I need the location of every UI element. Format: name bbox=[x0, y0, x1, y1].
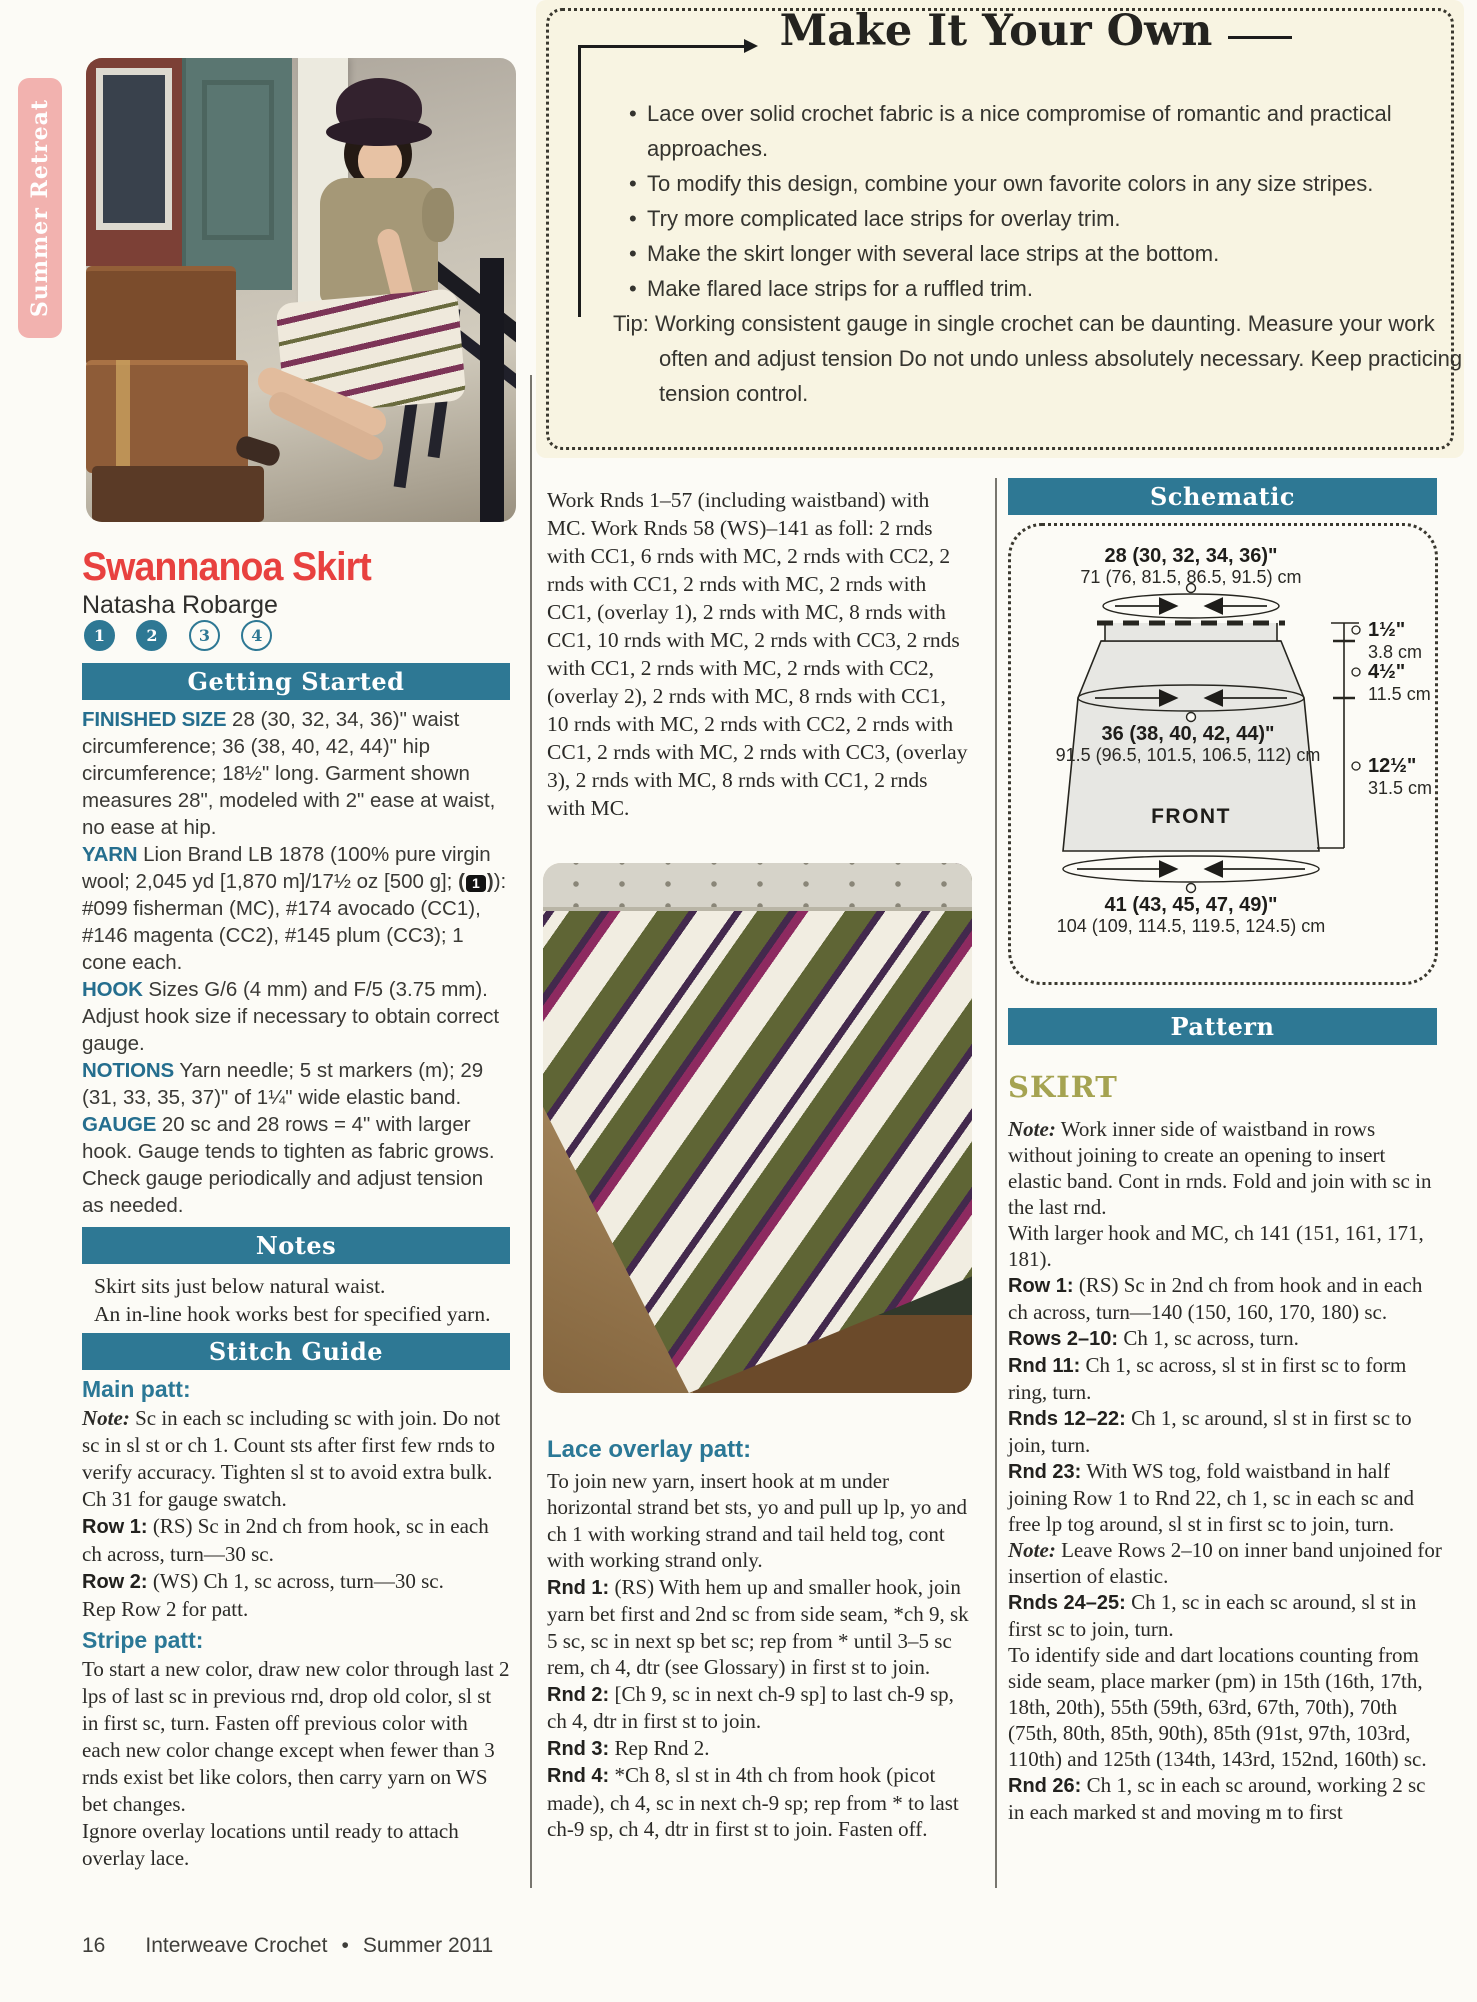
yarn-weight-1-icon: 1 bbox=[466, 875, 486, 892]
rnd-text: Rep Rnd 2. bbox=[614, 1735, 710, 1760]
pattern-rnd26 bbox=[1008, 1772, 1442, 1825]
tip-label: Tip: bbox=[613, 311, 649, 336]
detail-photo bbox=[543, 863, 972, 1393]
main-patt-heading: Main patt: bbox=[82, 1376, 191, 1402]
row-label: Row 1: bbox=[82, 1516, 148, 1538]
sg-row1 bbox=[82, 1513, 510, 1568]
rnd-label: Rnd 3: bbox=[547, 1737, 610, 1760]
rnd-text: (RS) With hem up and smaller hook, join yarn bet first and 2nd sc from side seam, *ch 9, sk 5 sc, sc in next sp bet sc; rep from * until 3–5 sc rem, ch 4, dtr (see Glossary) in first st to join. bbox=[547, 1574, 969, 1679]
page-footer bbox=[82, 1934, 493, 1958]
lace-overlay-section bbox=[547, 1437, 973, 1843]
note-lead: Note: bbox=[1008, 1538, 1056, 1562]
lace-rnd1 bbox=[547, 1574, 973, 1681]
pattern-section bbox=[1008, 1116, 1442, 1825]
pattern-rnds24-25 bbox=[1008, 1589, 1442, 1642]
skirt-heading: SKIRT bbox=[1008, 1070, 1118, 1104]
photo-newel-post bbox=[480, 258, 504, 522]
arrow-line-vertical bbox=[578, 45, 581, 317]
lace-intro: To join new yarn, insert hook at m under horizontal strand bet sts, yo and pull up lp, yo and ch 1 with working strand and tail held tog, cont with working strand only. bbox=[547, 1468, 967, 1572]
tips-list bbox=[629, 96, 1429, 306]
row-text: (RS) Sc in 2nd ch from hook and in each ch across, turn—140 (150, 160, 170, 180) sc. bbox=[1008, 1273, 1423, 1324]
stripe-paragraph-2: Ignore overlay locations until ready to attach overlay lace. bbox=[82, 1819, 459, 1870]
photo-suitcase-strap bbox=[116, 360, 130, 468]
pattern-rnd23 bbox=[1008, 1458, 1442, 1589]
schematic-header-label: Schematic bbox=[1150, 482, 1295, 511]
photo-suitcase-top bbox=[86, 266, 236, 367]
finished-size-text: 28 (30, 32, 34, 36)" waist circumference; 36 (38, 40, 42, 44)" hip circumference; 18½" long. Garment shown measures 28", modeled with 2" ease at waist, no ease at hip. bbox=[82, 708, 496, 839]
arrow-head-icon bbox=[744, 39, 758, 53]
arrow-line bbox=[578, 45, 746, 48]
hem-cm: 104 (109, 114.5, 119.5, 124.5) cm bbox=[1056, 916, 1326, 936]
rep-line: Rep Row 2 for patt. bbox=[82, 1597, 249, 1621]
photo-window bbox=[96, 68, 172, 230]
lace-rnd4 bbox=[547, 1762, 973, 1843]
row-text: (WS) Ch 1, sc across, turn—30 sc. bbox=[152, 1569, 444, 1593]
stitch-guide-header-label: Stitch Guide bbox=[208, 1337, 384, 1366]
yarn-weight-icon-close: ) bbox=[486, 870, 494, 893]
page-number: 16 bbox=[82, 1934, 106, 1957]
waist-cm: 71 (76, 81.5, 86.5, 91.5) cm bbox=[1080, 567, 1302, 587]
hook-entry bbox=[82, 976, 510, 1057]
yarn-label: YARN bbox=[82, 843, 138, 866]
make-it-your-own-title: Make It Your Own bbox=[779, 6, 1213, 56]
sg-row2 bbox=[82, 1568, 510, 1596]
notes-section bbox=[94, 1272, 506, 1328]
yoke-inches: 4½" bbox=[1368, 661, 1406, 683]
finished-size-entry bbox=[82, 706, 510, 841]
notions-label: NOTIONS bbox=[82, 1059, 174, 1082]
band-inches: 1½" bbox=[1368, 619, 1406, 641]
getting-started-header-label: Getting Started bbox=[187, 667, 405, 696]
foundation-chain-line: With larger hook and MC, ch 141 (151, 161, 171, 181). bbox=[1008, 1221, 1424, 1271]
make-it-your-own-box bbox=[536, 0, 1464, 458]
tip-paragraph bbox=[613, 306, 1475, 411]
gauge-label: GAUGE bbox=[82, 1113, 157, 1136]
column-divider-right bbox=[995, 478, 997, 1888]
note-text: Sc in each sc including sc with join. Do not sc in sl st or ch 1. Count sts after first few rnds to verify accuracy. Tighten sl st to avoid extra bulk. bbox=[82, 1406, 501, 1484]
column-divider-left bbox=[530, 375, 532, 1888]
yarn-text-before: Lion Brand LB 1878 (100% pure virgin wool; 2,045 yd [1,870 m]/17½ oz [500 g]; bbox=[82, 843, 491, 893]
yoke-cm: 11.5 cm bbox=[1368, 684, 1431, 704]
row-label: Row 1: bbox=[1008, 1275, 1074, 1297]
tip-item: • Lace over solid crochet fabric is a nice compromise of romantic and practical approaches. bbox=[629, 96, 1429, 166]
yarn-weight-icon: ( bbox=[458, 870, 465, 893]
yarn-text-after: ): #099 fisherman (MC), #174 avocado (CC1), #146 magenta (CC2), #145 plum (CC3); 1 cone each. bbox=[82, 870, 507, 974]
gauge-text: 20 sc and 28 rows = 4" with larger hook. Gauge tends to tighten as fabric grows. Check gauge periodically and adjust tension as needed. bbox=[82, 1113, 495, 1217]
pattern-header bbox=[1008, 1008, 1437, 1045]
rnd-text: With WS tog, fold waistband in half joining Row 1 to Rnd 22, ch 1, sc in each sc and free lp tog around, sl st in first sc to join, turn. bbox=[1008, 1459, 1414, 1536]
length-inches: 12½" bbox=[1368, 755, 1417, 777]
lace-overlay-heading: Lace overlay patt: bbox=[547, 1436, 752, 1463]
hip-inches: 36 (38, 40, 42, 44)" bbox=[1101, 723, 1275, 745]
pattern-header-label: Pattern bbox=[1170, 1012, 1275, 1041]
photo-hat-brim bbox=[326, 118, 432, 146]
difficulty-level-4: 4 bbox=[241, 620, 272, 651]
rnd-text: [Ch 9, sc in next ch-9 sp] to last ch-9 sp, ch 4, dtr in first st to join. bbox=[547, 1681, 954, 1733]
rnd-label: Rnd 23: bbox=[1008, 1461, 1082, 1483]
tip-item: • Make the skirt longer with several lace strips at the bottom. bbox=[629, 236, 1429, 271]
stitch-guide-section bbox=[82, 1376, 510, 1872]
schematic-header bbox=[1008, 478, 1437, 515]
getting-started-header bbox=[82, 663, 510, 700]
yarn-entry bbox=[82, 841, 510, 976]
marker-placement-paragraph: To identify side and dart locations counting from side seam, place marker (pm) in 15th (16th, 17th, 18th, 20th), 55th (59th, 63rd, 67th, 70th), 70th (75th, 80th, 85th, 90th), 85th (91st, 97th, 103rd, 110th) and 125th (134th, 143rd, 152nd, 160th) sc. bbox=[1008, 1643, 1427, 1771]
row-label: Rows 2–10: bbox=[1008, 1328, 1119, 1350]
tip-text: Working consistent gauge in single crochet can be daunting. Measure your work often and adjust tension Do not undo unless absolutely necessary. Keep practicing tension control. bbox=[654, 311, 1463, 406]
rnd-label: Rnds 24–25: bbox=[1008, 1592, 1126, 1614]
rnd-text: Ch 1, sc in each sc around, sl st in first sc to join, turn. bbox=[1008, 1590, 1417, 1641]
getting-started-section bbox=[82, 706, 510, 1219]
lace-rnd2 bbox=[547, 1681, 973, 1735]
notes-header bbox=[82, 1227, 510, 1264]
article-author: Natasha Robarge bbox=[82, 591, 278, 619]
stripe-paragraph: To start a new color, draw new color through last 2 lps of last sc in previous rnd, drop old color, sl st in first sc, turn. Fasten off previous color with each new color change except when fewer than 3 rnds exist bet like colors, then carry yarn on WS bet changes. bbox=[82, 1657, 510, 1816]
difficulty-level-3: 3 bbox=[189, 620, 220, 651]
finished-size-label: FINISHED SIZE bbox=[82, 708, 227, 731]
front-label: FRONT bbox=[1151, 805, 1231, 828]
note-lead: Note: bbox=[1008, 1117, 1056, 1141]
footer-separator: • bbox=[341, 1934, 349, 1957]
difficulty-level-2: 2 bbox=[136, 620, 167, 651]
photo-door-panel bbox=[202, 80, 274, 240]
rnd-label: Rnd 11: bbox=[1008, 1355, 1081, 1377]
hip-cm: 91.5 (96.5, 101.5, 106.5, 112) cm bbox=[1055, 745, 1321, 765]
note-text: Leave Rows 2–10 on inner band unjoined for insertion of elastic. bbox=[1008, 1538, 1442, 1588]
rnd-label: Rnds 12–22: bbox=[1008, 1408, 1126, 1430]
lace-rnd3 bbox=[547, 1735, 973, 1763]
notes-header-label: Notes bbox=[255, 1231, 337, 1260]
photo-suitcase-bottom bbox=[92, 466, 264, 522]
rnd-label: Rnd 2: bbox=[547, 1683, 610, 1706]
note-line: Skirt sits just below natural waist. bbox=[94, 1274, 386, 1298]
tip-item: • Try more complicated lace strips for overlay trim. bbox=[629, 201, 1429, 236]
title-rule bbox=[1228, 36, 1292, 39]
difficulty-level-1: 1 bbox=[84, 620, 115, 651]
note-line: An in-line hook works best for specified yarn. bbox=[94, 1302, 491, 1326]
stripe-sequence-paragraph: Work Rnds 1–57 (including waistband) with MC. Work Rnds 58 (WS)–141 as foll: 2 rnds with CC1, 6 rnds with MC, 2 rnds with CC2, 2 rnds with CC1, 2 rnds with MC, 2 rnds with CC1, (overlay 1), 2 rnds with MC, 8 rnds with CC1, 10 rnds with MC, 2 rnds with CC3, 2 rnds with CC1, 2 rnds with MC, 2 rnds with CC2, (overlay 2), 2 rnds with MC, 8 rnds with CC1, 10 rnds with MC, 2 rnds with CC2, 2 rnds with CC1, 2 rnds with MC, 2 rnds with CC3, (overlay 3), 2 rnds with MC, 8 rnds with CC1, 2 rnds with MC. bbox=[547, 488, 968, 820]
issue-name: Summer 2011 bbox=[362, 1934, 494, 1957]
band-cm: 3.8 cm bbox=[1368, 642, 1423, 662]
pattern-rnds12-22 bbox=[1008, 1405, 1442, 1458]
hook-text: Sizes G/6 (4 mm) and F/5 (3.75 mm). Adjust hook size if necessary to obtain correct gauge. bbox=[82, 978, 500, 1055]
rnd-text: Ch 1, sc around, sl st in first sc to join, turn. bbox=[1008, 1406, 1412, 1457]
row-label: Row 2: bbox=[82, 1571, 148, 1593]
pattern-rows2-10 bbox=[1008, 1325, 1442, 1352]
note-text: Work inner side of waistband in rows without joining to create an opening to insert elastic band. Cont in rnds. Fold and join with sc in the last rnd. bbox=[1008, 1117, 1432, 1219]
tip-item: • To modify this design, combine your own favorite colors in any size stripes. bbox=[629, 166, 1429, 201]
skirt-schematic-svg bbox=[1011, 526, 1435, 982]
schematic-waistband bbox=[1105, 623, 1277, 641]
main-patt-note bbox=[82, 1405, 510, 1486]
hero-photo bbox=[86, 58, 516, 522]
hem-inches: 41 (43, 45, 47, 49)" bbox=[1104, 894, 1278, 916]
magazine-name: Interweave Crochet bbox=[145, 1934, 328, 1957]
pattern-rnd11 bbox=[1008, 1352, 1442, 1405]
row-text: Ch 1, sc across, turn. bbox=[1123, 1326, 1299, 1350]
pattern-row1 bbox=[1008, 1272, 1442, 1325]
stitch-guide-header bbox=[82, 1333, 510, 1370]
notions-text: Yarn needle; 5 st markers (m); 29 (31, 33, 35, 37)" of 1¼" wide elastic band. bbox=[82, 1059, 484, 1109]
section-tab bbox=[18, 78, 62, 338]
rnd-text: Ch 1, sc across, sl st in first sc to form ring, turn. bbox=[1008, 1353, 1407, 1404]
pattern-note bbox=[1008, 1116, 1442, 1220]
difficulty-rating bbox=[84, 620, 289, 651]
tip-item: • Make flared lace strips for a ruffled trim. bbox=[629, 271, 1429, 306]
waist-inches: 28 (30, 32, 34, 36)" bbox=[1104, 545, 1278, 567]
rnd-label: Rnd 26: bbox=[1008, 1775, 1082, 1797]
length-cm: 31.5 cm bbox=[1368, 778, 1433, 798]
row-text: (RS) Sc in 2nd ch from hook, sc in each ch across, turn—30 sc. bbox=[82, 1514, 489, 1566]
schematic-diagram bbox=[1008, 523, 1438, 985]
rnd-label: Rnd 4: bbox=[547, 1765, 610, 1787]
rnd-text: *Ch 8, sl st in 4th ch from hook (picot made), ch 4, sc in next ch-9 sp; rep from * to last ch-9 sp, ch 4, dtr in first st to join. Fasten off. bbox=[547, 1763, 959, 1841]
note-lead: Note: bbox=[82, 1406, 130, 1430]
hook-label: HOOK bbox=[82, 978, 143, 1001]
article-title: Swannanoa Skirt bbox=[82, 545, 371, 589]
notions-entry bbox=[82, 1057, 510, 1111]
gauge-swatch-line: Ch 31 for gauge swatch. bbox=[82, 1487, 287, 1511]
rnd-text: Ch 1, sc in each sc around, working 2 sc in each marked st and moving m to first bbox=[1008, 1773, 1426, 1824]
rnd-label: Rnd 1: bbox=[547, 1576, 610, 1599]
section-tab-label: Summer Retreat bbox=[27, 98, 53, 318]
photo-suitcase-middle bbox=[86, 360, 248, 473]
gauge-entry bbox=[82, 1111, 510, 1219]
photo-blouse-sleeve bbox=[422, 188, 454, 242]
photo-belt bbox=[543, 863, 972, 911]
stripe-patt-heading: Stripe patt: bbox=[82, 1627, 204, 1653]
